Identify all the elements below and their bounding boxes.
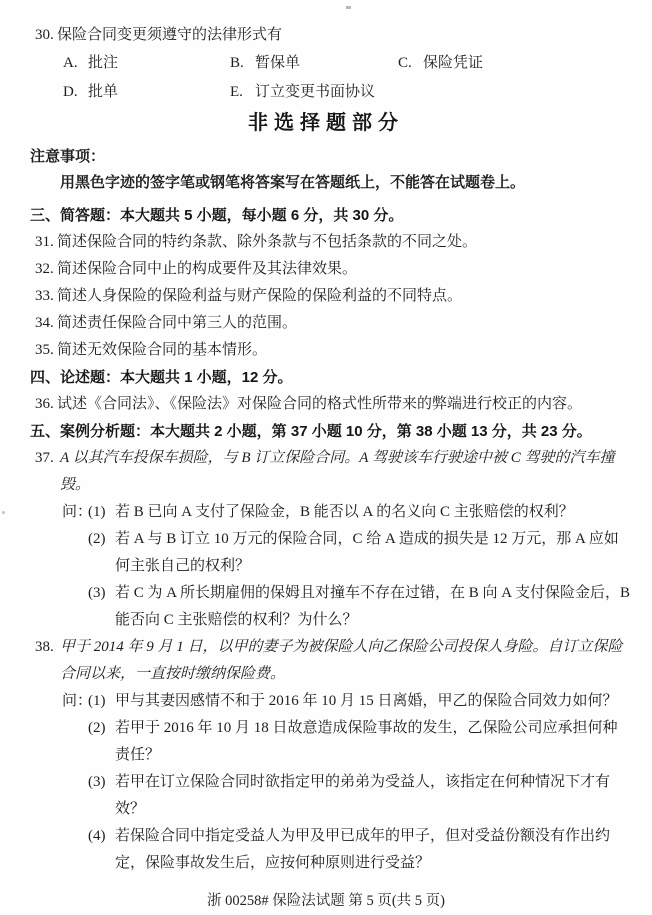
question-37-statement: [0, 445, 652, 499]
question-number: 38.: [35, 639, 54, 655]
question-text: 简述人身保险的保险利益与财产保险的保险利益的不同特点。: [57, 288, 463, 304]
options-row-1: [0, 49, 652, 78]
option-text: 批注: [88, 55, 119, 71]
section-3-header: 三、简答题：本大题共 5 小题，每小题 6 分，共 30 分。: [30, 207, 404, 224]
question-38-sub-2: [0, 715, 652, 769]
scan-artifact: [2, 511, 5, 514]
sub-question-text: 若保险合同中指定受益人为甲及甲已成年的甲子，但对受益份额没有作出约定，保险事故发生后，应按何种原则进行受益？: [115, 828, 611, 871]
option-label: E.: [230, 84, 243, 100]
question-34: [0, 310, 652, 337]
sub-question-marker: (1): [88, 504, 106, 520]
option-d: [63, 78, 230, 107]
scan-artifact: [346, 6, 351, 9]
sub-question-text: 甲与其妻因感情不和于 2016 年 10 月 15 日离婚，甲乙的保险合同效力如何？: [115, 693, 618, 709]
question-30-stem: [0, 21, 652, 49]
question-number: 34.: [35, 315, 54, 331]
option-label: B.: [230, 55, 244, 71]
options-row-2: [0, 78, 652, 107]
section-4-header: 四、论述题：本大题共 1 小题，12 分。: [30, 369, 293, 386]
question-number: 35.: [35, 342, 54, 358]
option-c: [398, 49, 483, 78]
sub-question-marker: (4): [88, 828, 106, 844]
sub-question-marker: (2): [88, 720, 106, 736]
question-number: 37.: [35, 450, 54, 466]
sub-question-marker: (3): [88, 774, 106, 790]
question-text: 简述保险合同的特约条款、除外条款与不包括条款的不同之处。: [57, 234, 478, 250]
question-37-sub-2: [0, 526, 652, 580]
question-text: 试述《合同法》、《保险法》对保险合同的格式性所带来的弊端进行校正的内容。: [57, 396, 583, 412]
question-33: [0, 283, 652, 310]
question-text: 简述无效保险合同的基本情形。: [57, 342, 268, 358]
option-text: 批单: [88, 84, 119, 100]
option-text: 订立变更书面协议: [255, 84, 376, 100]
option-label: D.: [63, 84, 78, 100]
question-text: 保险合同变更须遵守的法律形式有: [57, 27, 283, 43]
question-35: [0, 337, 652, 364]
question-38-sub-1: [0, 688, 652, 715]
section-5-header: 五、案例分析题：本大题共 2 小题，第 37 小题 10 分，第 38 小题 13 分，共 23 分。: [30, 423, 592, 440]
question-37-sub-3: [0, 580, 652, 634]
question-38-statement: [0, 634, 652, 688]
option-b: [230, 49, 398, 78]
question-number: 32.: [35, 261, 54, 277]
sub-question-marker: (1): [88, 693, 106, 709]
question-number: 36.: [35, 396, 54, 412]
part-heading: 非选择题部分: [248, 112, 404, 134]
question-number: 30.: [35, 27, 54, 43]
question-38-sub-3: [0, 769, 652, 823]
case-statement: 甲于 2014 年 9 月 1 日，以甲的妻子为被保险人向乙保险公司投保人身险。自订立保险合同以来，一直按时缴纳保险费。: [60, 639, 623, 682]
sub-question-text: 若甲在订立保险合同时欲指定甲的弟弟为受益人，该指定在何种情况下才有效？: [115, 774, 611, 817]
question-number: 33.: [35, 288, 54, 304]
option-label: A.: [63, 55, 78, 71]
option-label: C.: [398, 55, 412, 71]
question-text: 简述保险合同中止的构成要件及其法律效果。: [57, 261, 358, 277]
sub-question-text: 若甲于 2016 年 10 月 18 日故意造成保险事故的发生，乙保险公司应承担何种责任？: [115, 720, 618, 763]
question-37-sub-1: [0, 499, 652, 526]
option-text: 暂保单: [255, 55, 301, 71]
page-footer: 浙 00258# 保险法试题 第 5 页(共 5 页): [206, 893, 446, 909]
option-text: 保险凭证: [423, 55, 484, 71]
question-30: [0, 21, 652, 107]
question-38-sub-4: [0, 823, 652, 877]
question-text: 简述责任保险合同中第三人的范围。: [57, 315, 298, 331]
case-statement: A 以其汽车投保车损险，与 B 订立保险合同。A 驾驶该车行驶途中被 C 驾驶的汽车撞毁。: [60, 450, 615, 493]
sub-question-marker: (3): [88, 585, 106, 601]
ask-prefix: 问：: [62, 693, 93, 709]
option-e: [230, 78, 375, 107]
notice-title: 注意事项：: [30, 148, 106, 165]
sub-question-text: 若 B 已向 A 支付了保险金，B 能否以 A 的名义向 C 主张赔偿的权利？: [115, 504, 574, 520]
option-a: [63, 49, 230, 78]
sub-question-text: 若 A 与 B 订立 10 万元的保险合同，C 给 A 造成的损失是 12 万元，那 A 应如何主张自己的权利？: [115, 531, 619, 574]
sub-question-text: 若 C 为 A 所长期雇佣的保姆且对撞车不存在过错，在 B 向 A 支付保险金后，B 能否向 C 主张赔偿的权利？为什么？: [115, 585, 631, 628]
question-31: [0, 229, 652, 256]
question-36: [0, 391, 652, 418]
question-32: [0, 256, 652, 283]
notice-body: 用黑色字迹的签字笔或钢笔将答案写在答题纸上，不能答在试题卷上。: [60, 175, 526, 191]
sub-question-marker: (2): [88, 531, 106, 547]
ask-prefix: 问：: [62, 504, 93, 520]
question-number: 31.: [35, 234, 54, 250]
